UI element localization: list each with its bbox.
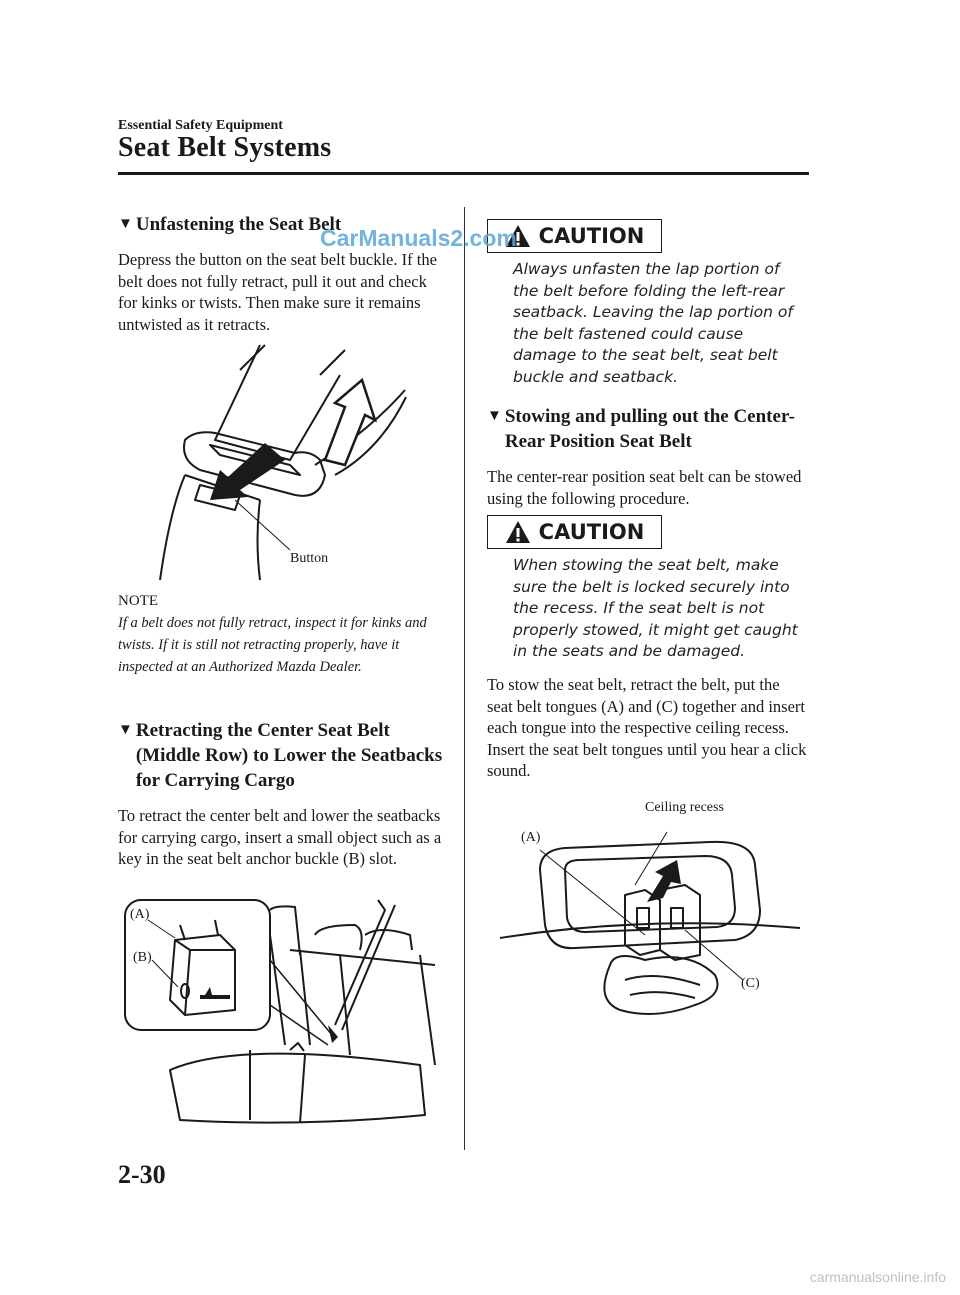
label-c: (C) xyxy=(741,976,760,991)
caution1-section xyxy=(487,219,807,388)
label-a: (A) xyxy=(130,907,150,922)
title-rule xyxy=(118,172,809,175)
note-title: NOTE xyxy=(118,593,158,609)
caution-label: CAUTION xyxy=(538,520,645,544)
retract-body: To retract the center belt and lower the seatbacks for carrying cargo, insert a small object such as a key in the seat belt anchor buckle (B) slot. xyxy=(118,806,442,868)
watermark: CarManuals2.com xyxy=(320,225,517,251)
column-divider xyxy=(464,207,465,1150)
caution2-section xyxy=(487,515,807,663)
unfasten-body: Depress the button on the seat belt buckle. If the belt does not fully retract, pull it out and check for kinks or twists. Then make sure it remains untwisted as it retracts. xyxy=(118,250,437,334)
retract-section xyxy=(118,718,448,870)
stow-section xyxy=(487,404,807,509)
unfasten-heading: ▼ Unfastening the Seat Belt xyxy=(118,214,342,235)
footer-brand: carmanualsonline.info xyxy=(809,1269,946,1285)
warning-icon xyxy=(505,520,531,544)
triangle-bullet-icon: ▼ xyxy=(487,408,502,424)
stow-steps-body: To stow the seat belt, retract the belt, put the seat belt tongues (A) and (C) together and insert each tongue into the respective ceiling recess. Insert the seat belt tongues until you hear a click sound. xyxy=(487,675,807,780)
caution-box xyxy=(487,515,662,549)
retract-heading: ▼ Retracting the Center Seat Belt (Middle Row) to Lower the Seatbacks for Carrying Cargo xyxy=(118,720,443,791)
caution-text: Always unfasten the lap portion of the belt before folding the left-rear seatback. Leaving the lap portion of the belt fastened could cause damage to the seat belt, seat belt buckle and seatback. xyxy=(513,260,793,386)
seats-illustration xyxy=(120,895,440,1130)
button-label: Button xyxy=(290,551,329,566)
ceiling-recess-label: Ceiling recess xyxy=(645,800,724,815)
label-a: (A) xyxy=(521,830,541,845)
label-b: (B) xyxy=(133,950,152,965)
caution-text: When stowing the seat belt, make sure the belt is locked securely into the recess. If the seat belt is not properly stowed, it might get caught in the seats and be damaged. xyxy=(513,556,798,660)
page-title: Seat Belt Systems xyxy=(118,132,332,163)
page-number: 2-30 xyxy=(118,1160,166,1189)
stow-steps xyxy=(487,674,807,782)
stow-heading: ▼ Stowing and pulling out the Center-Rear Position Seat Belt xyxy=(487,406,795,452)
section-label: Essential Safety Equipment xyxy=(118,118,283,133)
caution-label: CAUTION xyxy=(538,224,645,248)
note-section xyxy=(118,593,448,678)
triangle-bullet-icon: ▼ xyxy=(118,722,133,738)
ceiling-recess-illustration xyxy=(495,790,805,1030)
note-body: If a belt does not fully retract, inspect it for kinks and twists. If it is still not retracting properly, have it inspected at an Authorized Mazda Dealer. xyxy=(118,615,427,675)
buckle-illustration xyxy=(140,335,440,585)
triangle-bullet-icon: ▼ xyxy=(118,216,133,232)
stow-body: The center-rear position seat belt can be stowed using the following procedure. xyxy=(487,467,802,508)
